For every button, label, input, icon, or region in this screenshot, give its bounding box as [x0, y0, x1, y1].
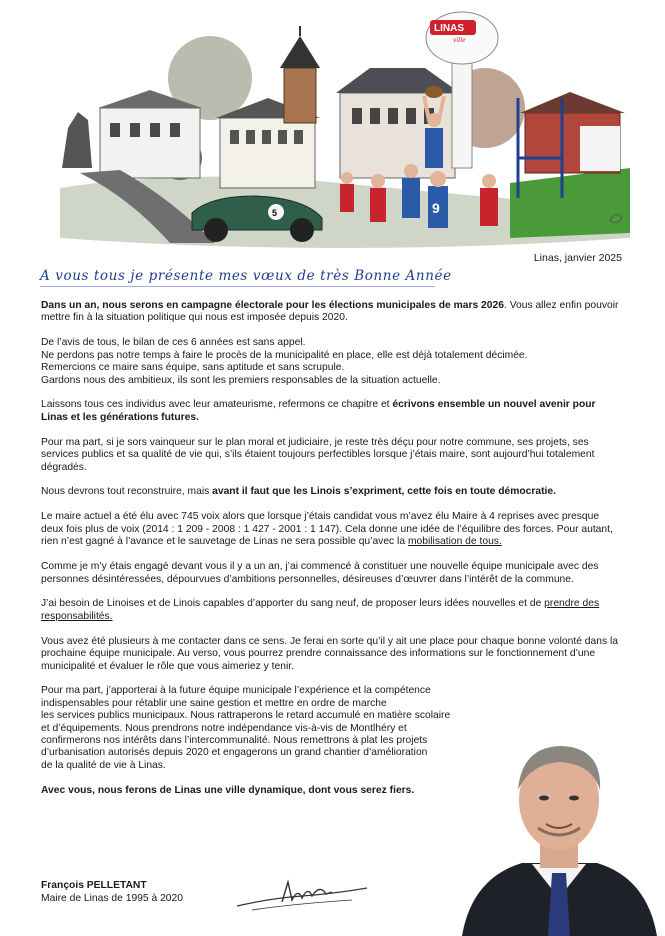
p1-rest: . Vous allez enfin pouvoir mettre fin à la situation politique qui nous est imposée depuis 2020.	[41, 300, 619, 324]
p6-text: Le maire actuel a été élu avec 745 voix alors que lorsque j’étais candidat vous m’avez élu Maire à 4 reprises avec presque deux fois plus de voix (2014 : 1 209 - 2008 : 1 427 - 2001 : 1 147). Cela donne une idée de l’équilibre des forces. Pour autant, rien n’est gagné à l’avance et le sauvetage de Linas ne sera possible qu’avec la	[41, 511, 613, 548]
p10-line-1: Pour ma part, j’apporterai à la future équipe municipale l’expérience et la compétence	[41, 685, 431, 697]
p3-text: Laissons tous ces individus avec leur amateurisme, refermons ce chapitre et	[41, 399, 393, 411]
signatory-title: Maire de Linas de 1995 à 2020	[41, 893, 183, 904]
monument	[62, 112, 92, 168]
p2-line-4: Gardons nous des ambitieux, ils sont les premiers responsables de la situation actuelle.	[41, 374, 441, 386]
paragraph-3	[41, 399, 621, 424]
p10-line-6: d’urbanisation autorisés depuis 2020 et engagerons un grand chantier d’amélioration	[41, 747, 428, 759]
handwritten-signature	[232, 874, 372, 914]
p1-bold: Dans un an, nous serons en campagne électorale pour les élections municipales de mars 2026	[41, 300, 504, 311]
p3-bold: écrivons ensemble un nouvel avenir pour Linas et les générations futures.	[41, 399, 596, 423]
p5-bold: avant il faut que les Linois s’expriment, cette fois en toute démocratie.	[212, 486, 557, 498]
p6-underlined: mobilisation de tous.	[407, 536, 502, 548]
paragraph-8	[41, 598, 621, 623]
paragraph-2	[41, 337, 621, 387]
greeting-underline	[40, 286, 435, 287]
paragraph-4: Pour ma part, si je sors vainqueur sur le plan moral et judiciaire, je reste très déçu pour notre commune, ses projets, ses services publics et sa qualité de vie qui, s’ils étaient toujours perfectibles lorsque j’étais maire, sont aujourd’hui totalement dégradés.	[41, 436, 595, 473]
p2-line-3: Remercions ce maire sans équipe, sans aptitude et sans scrupule.	[41, 362, 345, 374]
p2-line-2: Ne perdons pas notre temps à faire le procès de la municipalité en place, elle est déjà totalement décimée.	[41, 349, 528, 361]
p10-line-2: indispensables pour rétablir une saine gestion et mettre en ordre de marche	[41, 697, 387, 709]
building-left	[100, 108, 200, 178]
paragraph-5	[41, 486, 621, 498]
p10-line-7: de la qualité de vie à Linas.	[41, 759, 166, 771]
church-tower	[284, 68, 316, 123]
p10-line-4: et d’équipements. Nous prendrons notre indépendance vis-à-vis de Montlhéry et	[41, 722, 407, 734]
paragraph-7: Comme je m’y étais engagé devant vous il y a un an, j’ai commencé à constituer une nouvelle équipe municipale avec des personnes désintéressées, dépourvues d’ambitions personnelles, désireuses d’œuvrer dans l’intérêt de la commune.	[41, 561, 599, 585]
p5-text: Nous devrons tout reconstruire, mais	[41, 486, 213, 498]
dateline: Linas, janvier 2025	[533, 252, 622, 264]
paragraph-10	[41, 685, 471, 772]
paragraph-9: Vous avez été plusieurs à me contacter dans ce sens. Je ferai en sorte qu’il y ait une place pour chaque bonne volonté dans la prochaine équipe municipale. Au verso, vous pourrez prendre connaissance des informations sur le fonctionnement d’une municipalité et évaluer le rôle que vous aimeriez y tenir.	[41, 635, 618, 672]
water-tower	[452, 58, 472, 168]
paragraph-1	[41, 300, 621, 325]
mayor-portrait-photo	[452, 728, 665, 936]
paragraph-6	[41, 511, 621, 548]
p8-text: J’ai besoin de Linoises et de Linois capables d’apporter du sang neuf, de proposer leurs idées nouvelles et de	[41, 598, 545, 610]
p8-underlined: prendre des responsabilités.	[41, 598, 600, 622]
svg-text:5: 5	[272, 208, 278, 218]
linas-logo-text: LINAS	[434, 23, 464, 34]
p10-line-3: les services publics municipaux. Nous rattraperons le retard accumulé en matière scolaire	[41, 710, 451, 722]
grass-field	[510, 168, 630, 238]
p10-line-5: confirmerons nos intérêts dans l’intercommunalité. Nous remettrons à plat les projets	[41, 735, 428, 747]
signatory-name: François PELLETANT	[41, 880, 147, 891]
linas-logo-sub: ville	[453, 37, 466, 44]
svg-text:9: 9	[432, 200, 440, 216]
town-hall	[220, 118, 315, 188]
closing-statement: Avec vous, nous ferons de Linas une ville dynamique, dont vous serez fiers.	[41, 784, 415, 796]
p2-line-1: De l’avis de tous, le bilan de ces 6 années est sans appel.	[41, 337, 306, 349]
town-illustration-banner	[40, 8, 630, 248]
handwritten-greeting: A vous tous je présente mes vœux de très Bonne Année	[40, 268, 452, 284]
